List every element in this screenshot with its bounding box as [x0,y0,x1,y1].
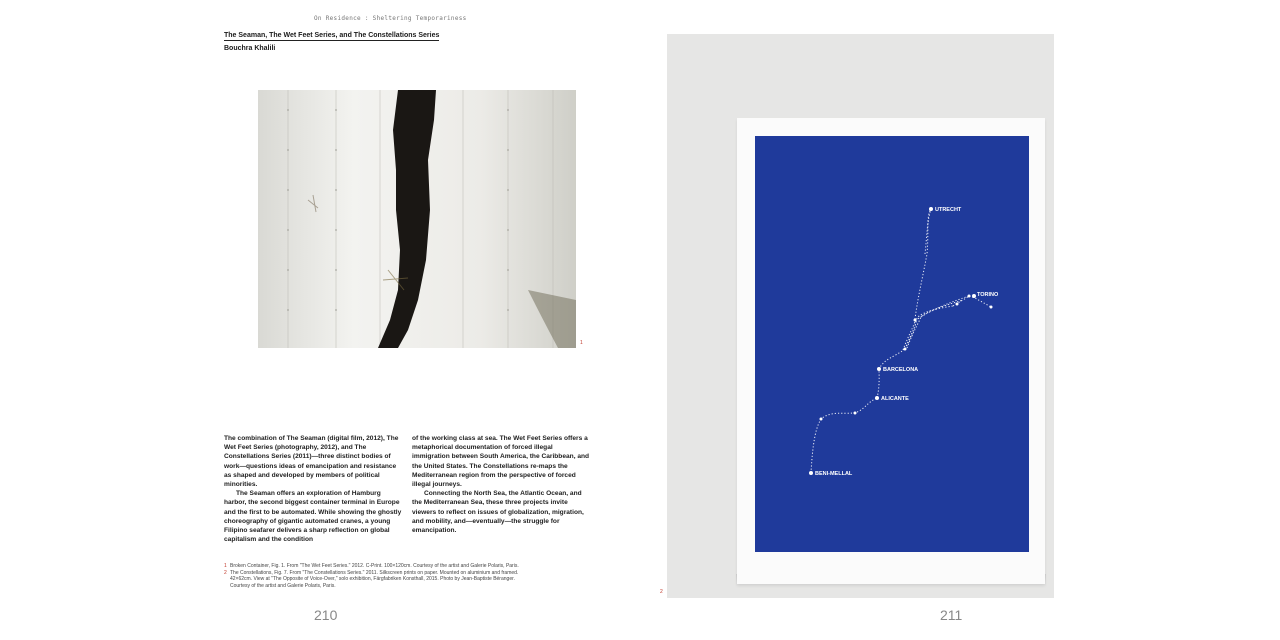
city-label-beni-mellal: BENI-MELLAL [815,471,853,477]
constellation-map [755,136,1029,552]
figure-marker-2: 2 [660,589,663,595]
footnote-text: Broken Container, Fig. 1. From "The Wet Feet Series." 2012. C-Print. 100×120cm. Courtesy of the artist and Galerie Polaris, Paris. [230,563,519,569]
body-paragraph: of the working class at sea. The Wet Feet Series offers a metaphorical documentation of forced illegal immigration between South America, the Caribbean, and the United States. The Constellations re-maps the Mediterranean region from the perspective of forced illegal journeys. [412,435,590,489]
running-head: On Residence : Sheltering Temporariness [314,15,467,22]
right-page [640,0,1280,640]
body-column-right [412,434,592,535]
waypoint-dot [854,412,857,415]
body-column-left [224,434,404,544]
waypoint-dot [914,319,917,322]
city-dot-barcelona [877,367,881,371]
broken-container-photo [258,90,576,348]
footnotes [224,563,524,590]
footnote-number: 1 [224,563,227,569]
page-number: 210 [314,607,338,623]
article-title: The Seaman, The Wet Feet Series, and The Constellations Series [224,32,440,39]
constellations-print [755,136,1029,552]
city-dot-torino [972,294,976,298]
city-dot-alicante [875,396,879,400]
waypoint-dot [990,306,993,309]
installation-photo [667,34,1054,598]
article-author: Bouchra Khalili [224,45,276,52]
city-dot-utrecht [929,207,933,211]
waypoint-dot [904,348,907,351]
figure-marker-1: 1 [580,340,583,346]
footnote [224,570,524,589]
footnote [224,563,524,569]
broken-container-image [258,90,576,348]
city-label-utrecht: UTRECHT [935,207,962,213]
waypoint-dot [956,303,959,306]
footnote-text: The Constellations, Fig. 7. From "The Constellations Series." 2011. Silkscreen prints on paper. Mounted on aluminium and framed. 42×62cm. View at "The Opposite of Voice-Over," solo exhibition, Färgfabriken Konsthall, 2015. Photo by Jean-Baptiste Béranger. Courtesy of the artist and Galerie Polaris, Paris. [230,570,519,589]
body-paragraph: The Seaman offers an exploration of Hamburg harbor, the second biggest container terminal in Europe and the first to be automated. While showing the ghostly choreography of gigantic automated cranes, a young Filipino seafarer delivers a sharp reflection on global capitalism and the condition [224,490,402,544]
body-paragraph: The combination of The Seaman (digital film, 2012), The Wet Feet Series (photography, 2012), and The Constellations Series (2011)—three distinct bodies of work—questions ideas of emancipation and resistance as shaped and developed by members of political minorities. [224,435,399,489]
city-label-torino: TORINO [977,292,999,298]
city-label-alicante: ALICANTE [881,396,909,402]
body-paragraph: Connecting the North Sea, the Atlantic Ocean, and the Mediterranean Sea, these three projects invite viewers to reflect on issues of globalization, migration, and mobility, and—eventually—the struggle for emancipation. [412,490,584,535]
waypoint-dot [968,295,971,298]
picture-frame [737,118,1045,584]
footnote-number: 2 [224,570,227,577]
waypoint-dot [820,418,823,421]
city-dot-beni-mellal [809,471,813,475]
page-number: 211 [940,607,963,623]
city-label-barcelona: BARCELONA [883,367,919,373]
